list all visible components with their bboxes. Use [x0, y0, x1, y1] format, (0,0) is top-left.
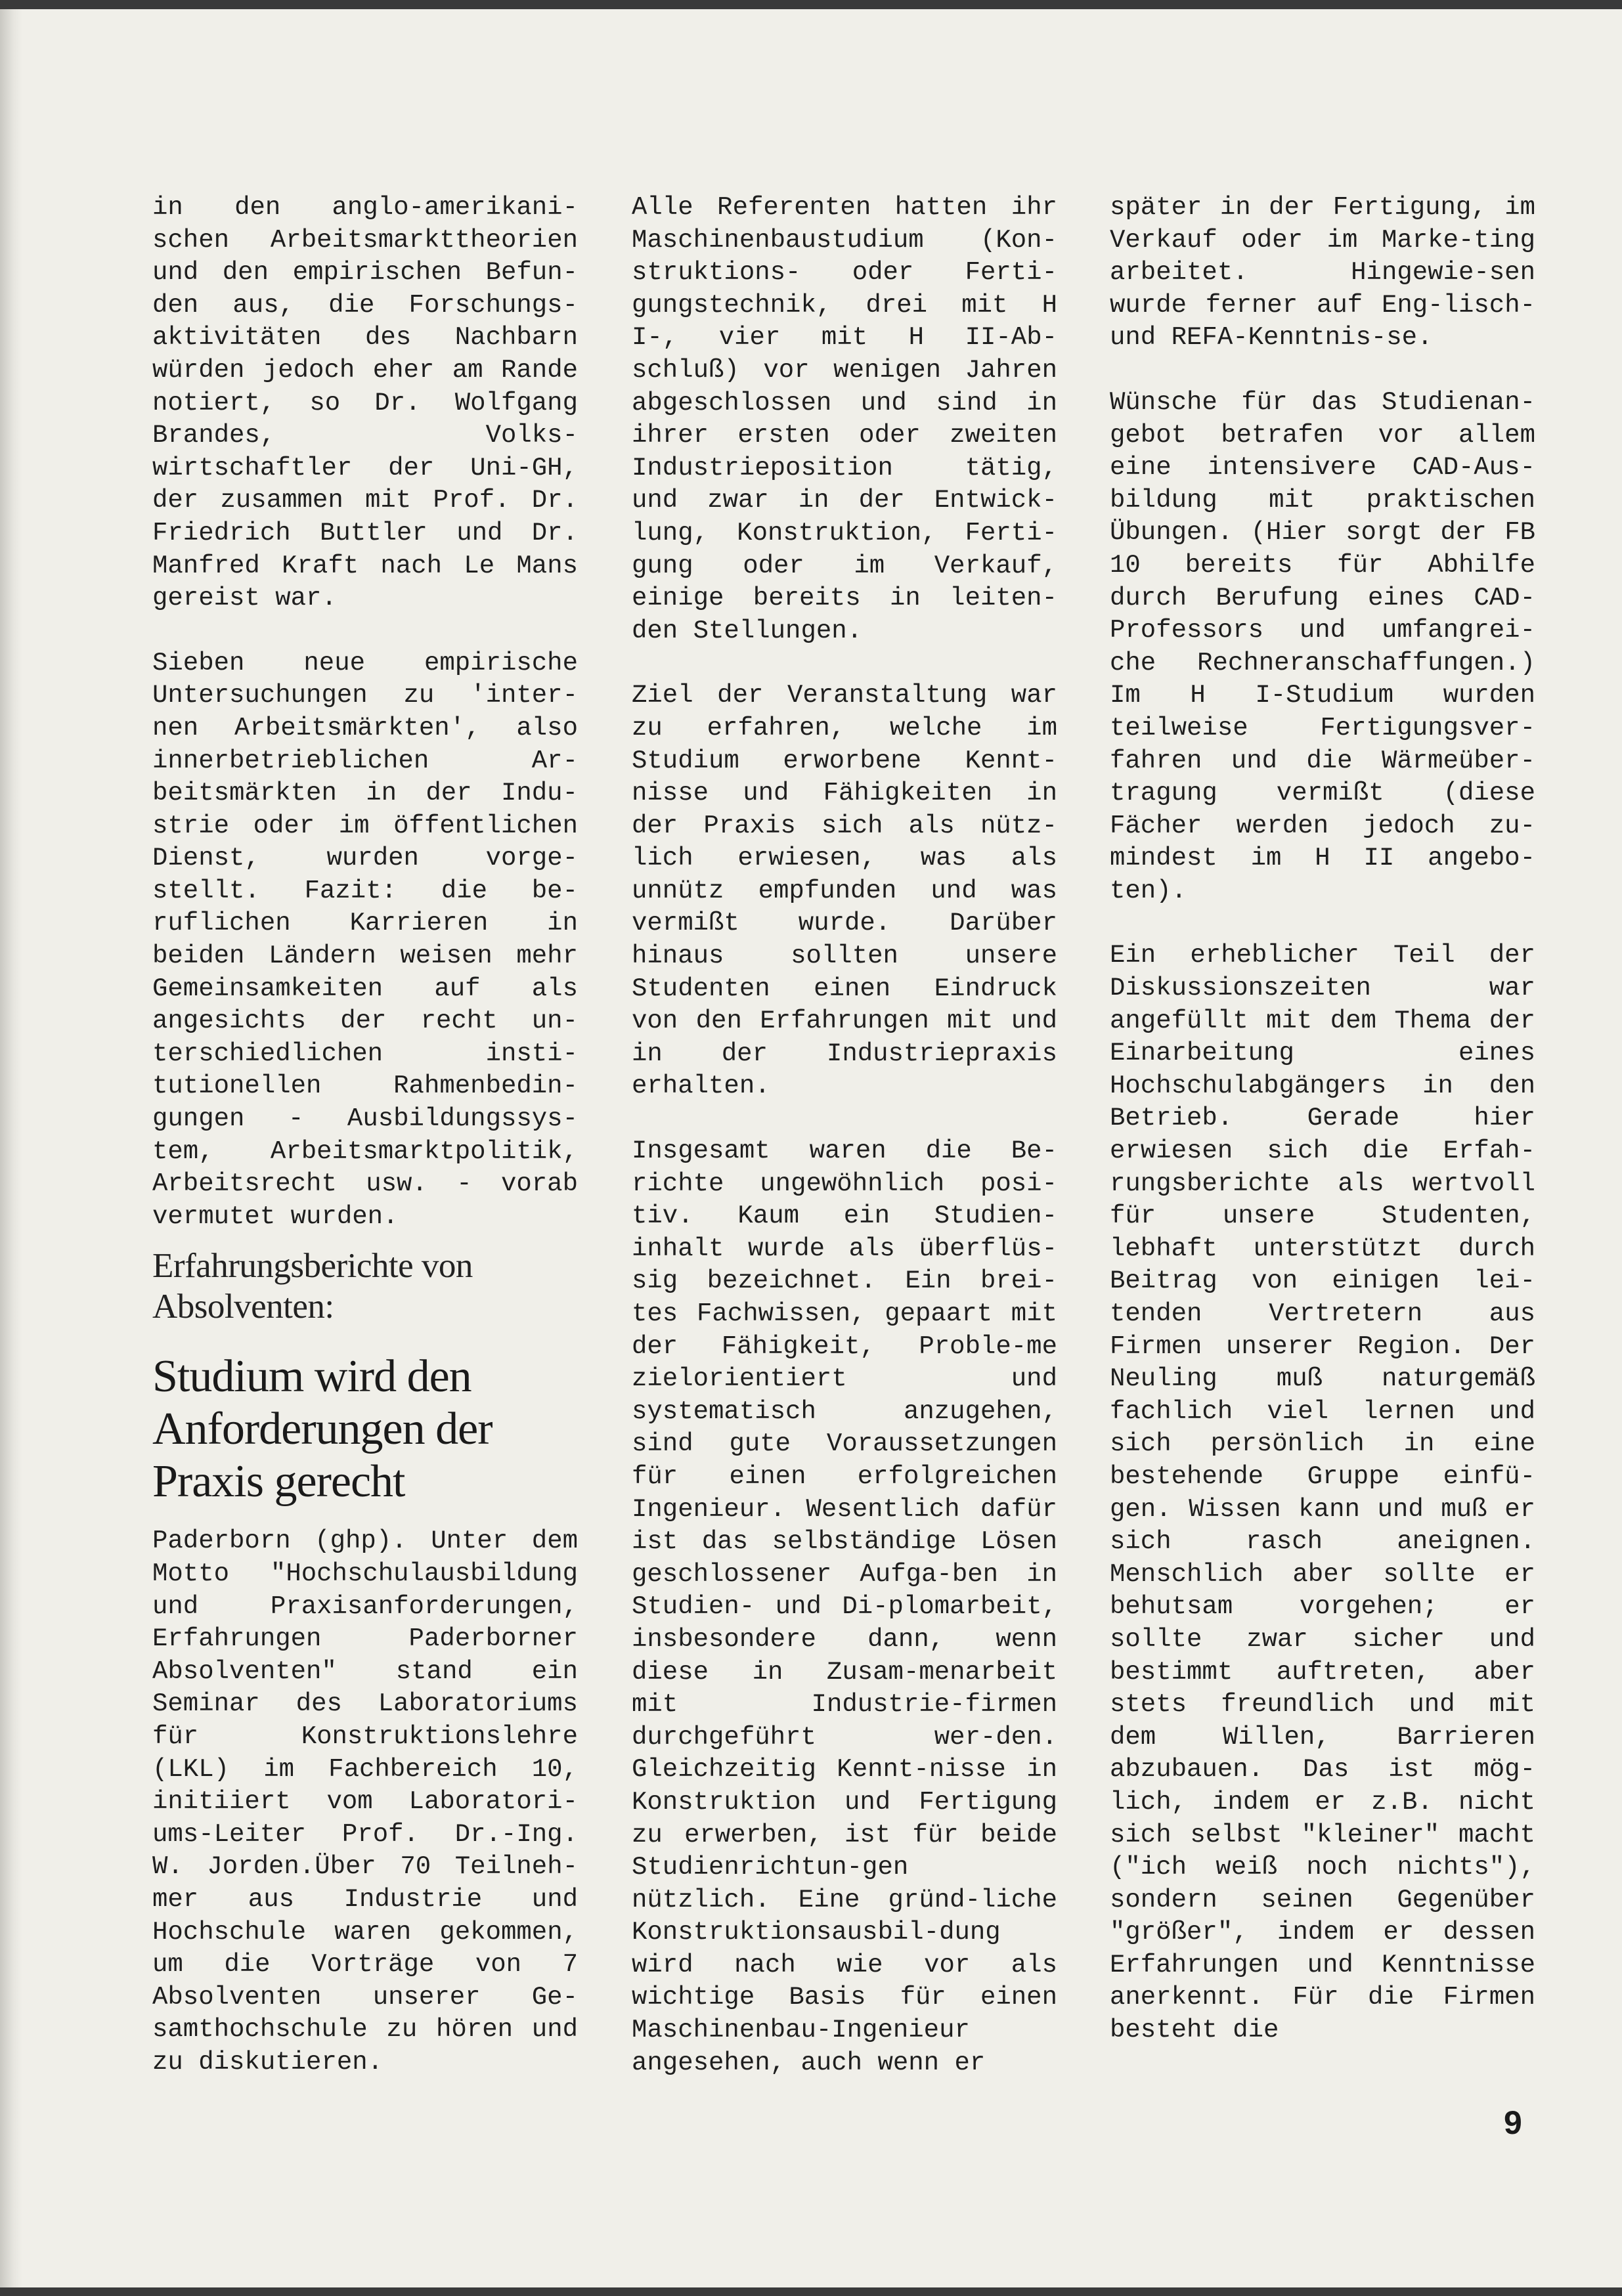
paragraph: Ziel der Veranstaltung war zu erfahren, welche im Studium erworbene Kennt-nisse und Fähigkeiten in der Praxis sich als nütz-lich erwiesen, was als unnütz empfunden und was vermißt wurde. Darüber hinaus sollten unsere Studenten einen Eindruck von den Erfahrungen mit und in der Industriepraxis erhalten. [632, 681, 1057, 1101]
paragraph: Paderborn (ghp). Unter dem Motto "Hochschulausbildung und Praxisanforderungen, Erfahrungen Paderborner Absolventen" stand ein Seminar des Laboratoriums für Konstruktionslehre (LKL) im Fachbereich 10, initiiert vom Laboratori-ums-Leiter Prof. Dr.-Ing. W. Jorden.Über 70 Teilneh-mer aus Industrie und Hochschule waren gekommen, um die Vorträge von 7 Absolventen unserer Ge-samthochschule zu hören und zu diskutieren. [152, 1527, 578, 2077]
binding-edge [0, 9, 22, 2287]
paragraph: Insgesamt waren die Be-richte ungewöhnlich posi-tiv. Kaum ein Studien-inhalt wurde als überflüs-sig bezeichnet. Ein brei-tes Fachwissen, gepaart mit der Fähigkeit, Proble-me zielorientiert und systematisch anzugehen, sind gute Voraussetzungen für einen erfolgreichen Ingenieur. Wesentlich dafür ist das selbständige Lösen geschlossener Aufga-ben in Studien- und Di-plomarbeit, insbesondere dann, wenn diese in Zusam-menarbeit mit Industrie-firmen durchgeführt wer-den. Gleichzeitig Kennt-nisse in Konstruktion und Fertigung zu erwerben, ist für beide Studienrichtun-gen nützlich. Eine gründ-liche Konstruktionsausbil-dung wird nach wie vor als wichtige Basis für einen Maschinenbau-Ingenieur angesehen, auch wenn er [632, 1137, 1057, 2077]
article-subheading: Erfahrungsberichte von Absolventen: [152, 1247, 473, 1326]
paragraph: in den anglo-amerikani-schen Arbeitsmarkttheorien und den empirischen Befun-den aus, die Forschungs-aktivitäten des Nachbarn würden jedoch eher am Rande notiert, so Dr. Wolfgang Brandes, Volks-wirtschaftler der Uni-GH, der zusammen mit Prof. Dr. Friedrich Buttler und Dr. Manfred Kraft nach Le Mans gereist war. [152, 193, 578, 613]
article-headline: Studium wird den Anforderungen der Praxis gerecht [152, 1351, 493, 1507]
page-number: 9 [1504, 2104, 1522, 2141]
text-column-3 [1110, 192, 1535, 2079]
paragraph: Ein erheblicher Teil der Diskussionszeiten war angefüllt mit dem Thema der Einarbeitung eines Hochschulabgängers in den Betrieb. Gerade hier erwiesen sich die Erfah-rungsberichte als wertvoll für unsere Studenten, lebhaft unterstützt durch Beitrag von einigen lei-tenden Vertretern aus Firmen unserer Region. Der Neuling muß naturgemäß fachlich viel lernen und sich persönlich in eine bestehende Gruppe einfü-gen. Wissen kann und muß er sich rasch aneignen. Menschlich aber sollte er behutsam vorgehen; er sollte zwar sicher und bestimmt auftreten, aber stets freundlich und mit dem Willen, Barrieren abzubauen. Das ist mög-lich, indem er z.B. nicht sich selbst "kleiner" macht ("ich weiß noch nichts"), sondern seinen Gegenüber "größer", indem er dessen Erfahrungen und Kenntnisse anerkennt. Für die Firmen besteht die [1110, 941, 1535, 2045]
paragraph: Sieben neue empirische Untersuchungen zu 'inter-nen Arbeitsmärkten', also innerbetrieblichen Ar-beitsmärkten in der Indu-strie oder im öffentlichen Dienst, wurden vorge-stellt. Fazit: die be-ruflichen Karrieren in beiden Ländern weisen mehr Gemeinsamkeiten auf als angesichts der recht un-terschiedlichen insti-tutionellen Rahmenbedin-gungen - Ausbildungssys-tem, Arbeitsmarktpolitik, Arbeitsrecht usw. - vorab vermutet wurden. [152, 648, 578, 1231]
text-column-2 [632, 192, 1057, 2112]
document-page [0, 9, 1622, 2287]
paragraph: Wünsche für das Studienan-gebot betrafen vor allem eine intensivere CAD-Aus-bildung mit praktischen Übungen. (Hier sorgt der FB 10 bereits für Abhilfe durch Berufung eines CAD-Professors und umfangrei-che Rechneranschaffungen.) Im H I-Studium wurden teilweise Fertigungsver-fahren und die Wärmeüber-tragung vermißt (diese Fächer werden jedoch zu-mindest im H II angebo-ten). [1110, 387, 1535, 905]
paragraph: später in der Fertigung, im Verkauf oder im Marke-ting arbeitet. Hingewie-sen wurde ferner auf Eng-lisch- und REFA-Kenntnis-se. [1110, 193, 1535, 353]
text-column-1 [152, 192, 578, 2112]
paragraph: Alle Referenten hatten ihr Maschinenbaustudium (Kon-struktions- oder Ferti-gungstechnik, drei mit H I-, vier mit H II-Ab-schluß) vor wenigen Jahren abgeschlossen und sind in ihrer ersten oder zweiten Industrieposition tätig, und zwar in der Entwick-lung, Konstruktion, Ferti-gung oder im Verkauf, einige bereits in leiten-den Stellungen. [632, 193, 1057, 645]
